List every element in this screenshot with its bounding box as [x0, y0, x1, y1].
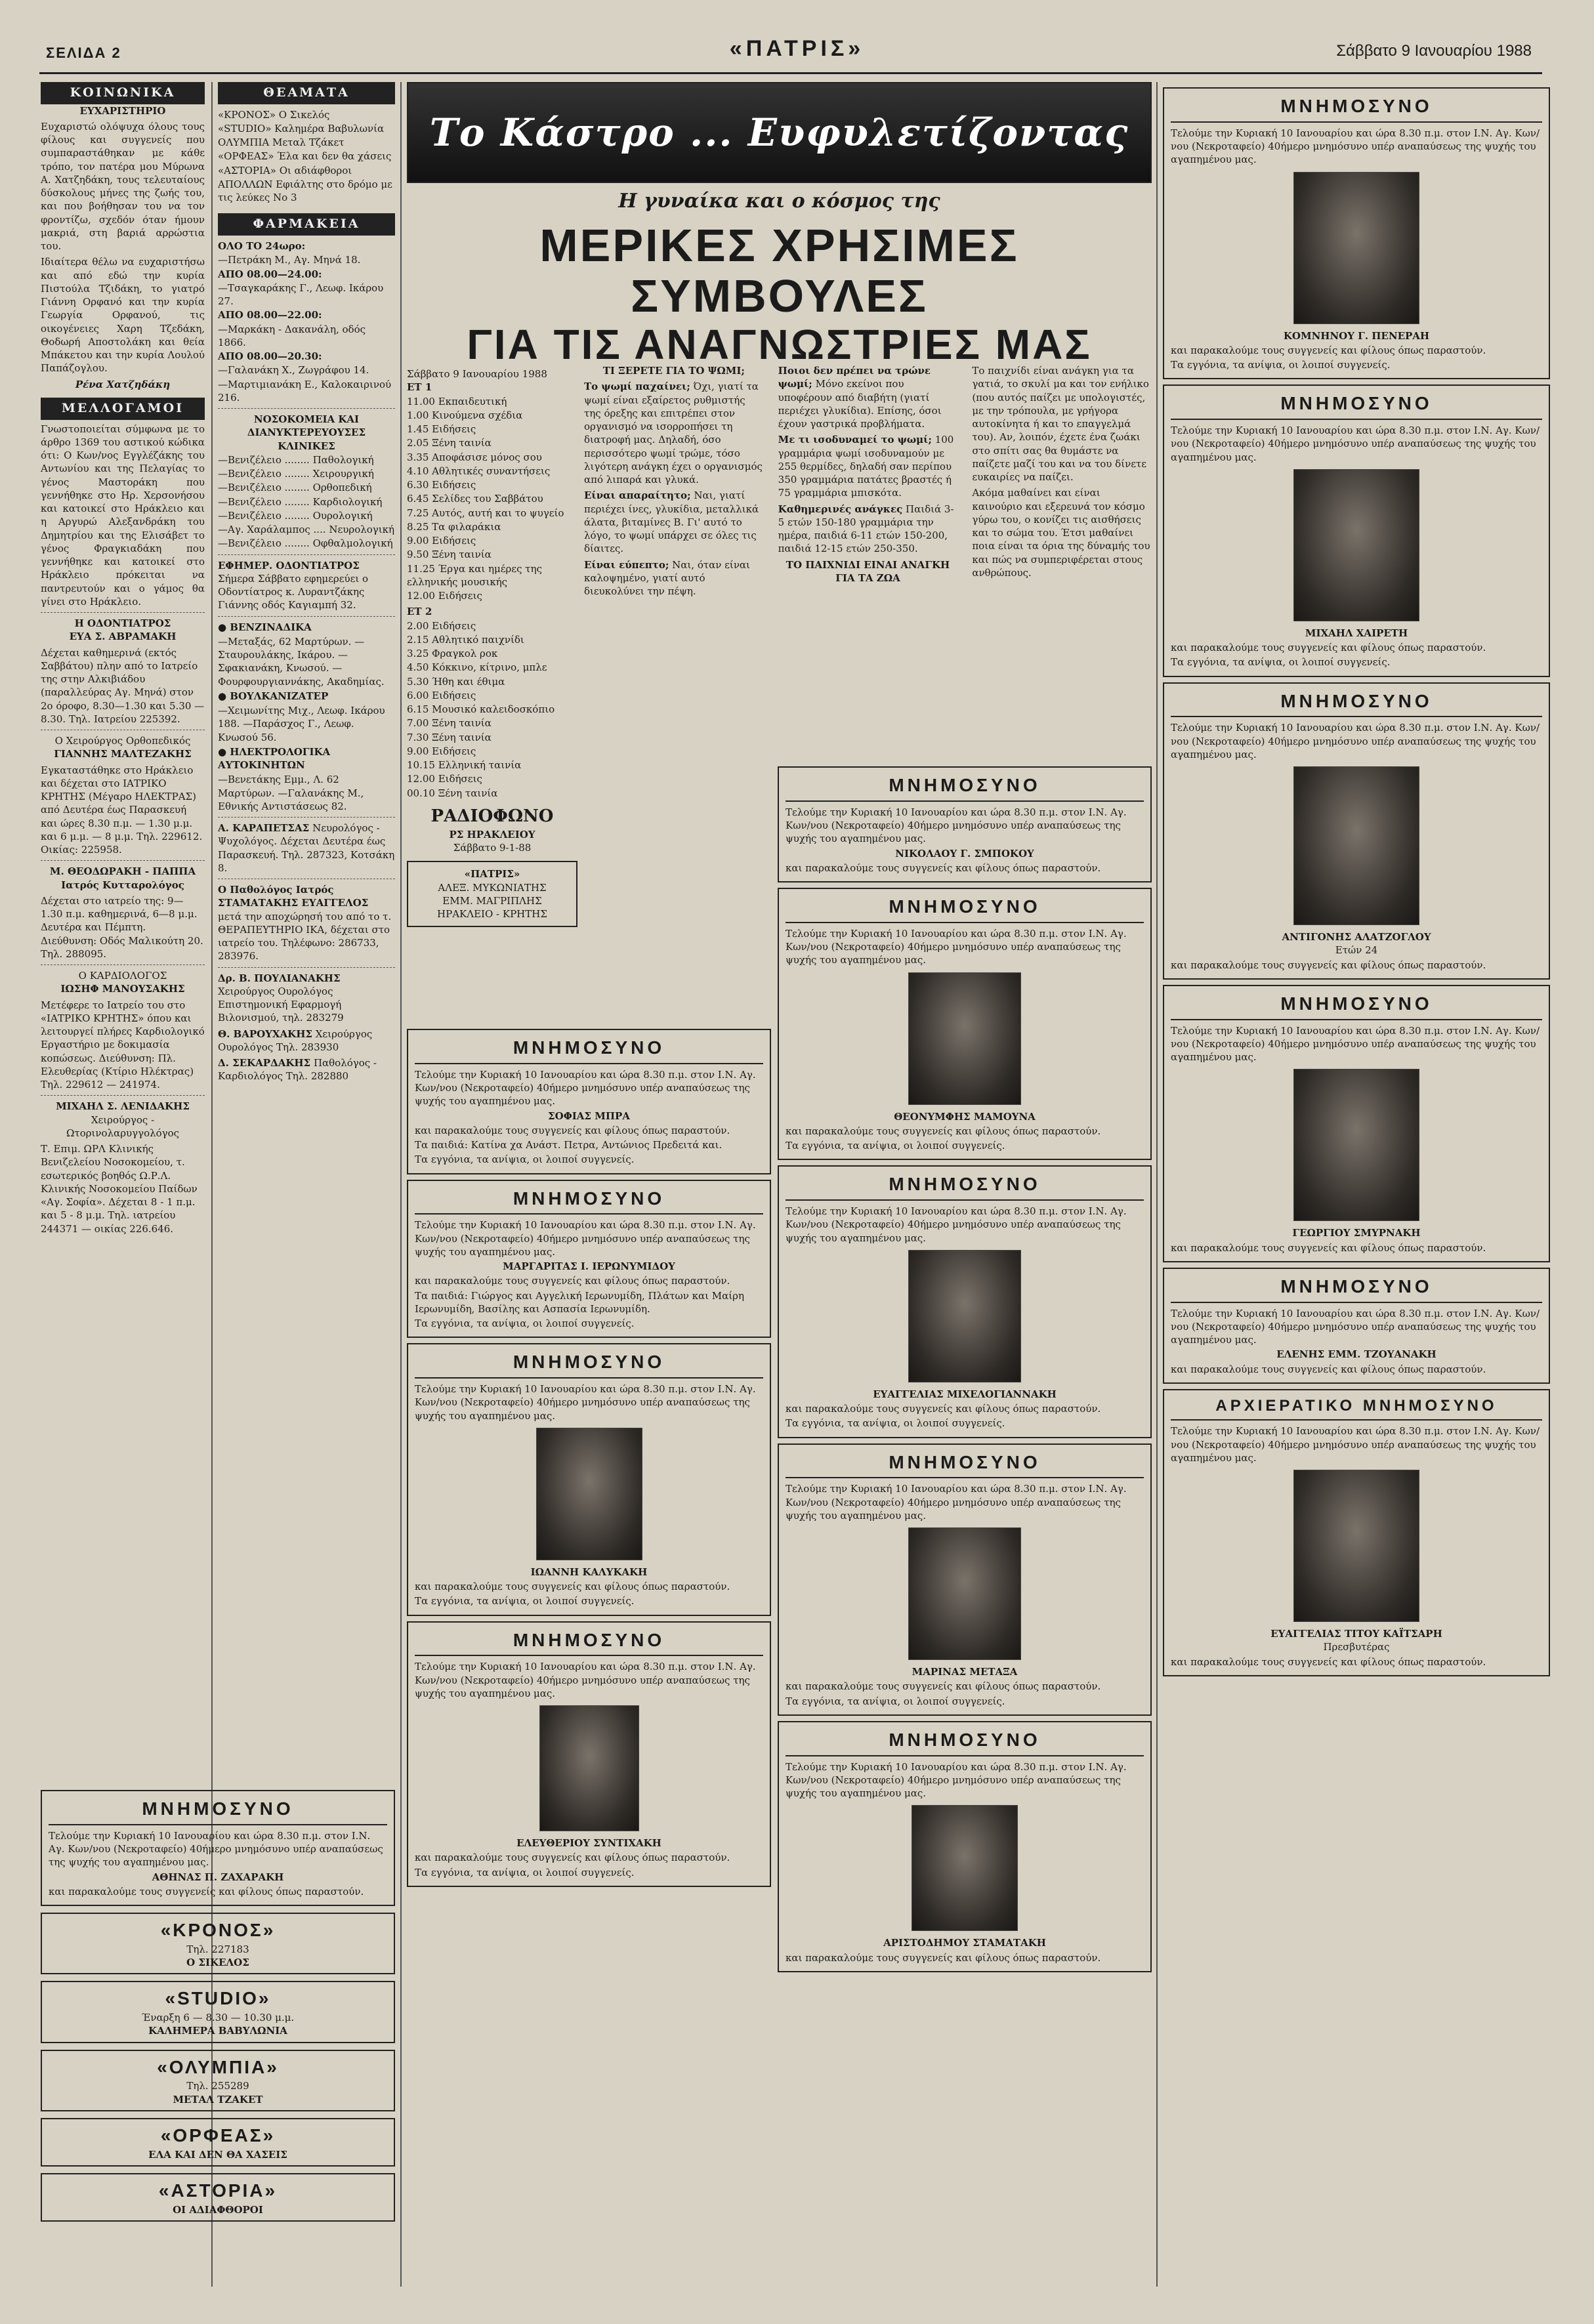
memorial-invite: και παρακαλούμε τους συγγενείς και φίλους όπως παραστούν. — [786, 1680, 1101, 1693]
memorials-right — [1163, 82, 1550, 2300]
deceased-photo — [539, 1705, 639, 1831]
memorial-heading: ΑΡΧΙΕΡΑΤΙΚΟ ΜΝΗΜΟΣΥΝΟ — [1171, 1396, 1542, 1421]
tv-slot: 4.10 Αθλητικές συναντήσεις — [407, 465, 551, 477]
cinema-ad — [41, 2173, 395, 2222]
electrician-list: —Βενετάκης Εμμ., Λ. 62 Μαρτύρων. —Γαλανάκης Μ., Εθνικής Αντιστάσεως 82. — [218, 774, 364, 812]
memorial-intro: Τελούμε την Κυριακή 10 Ιανουαρίου και ώρα 8.30 π.μ. στον Ι.Ν. Αγ. Κων/νου (Νεκροταφείο) 40ήμερο μνημόσυνο υπέρ αναπαύσεως της ψυχής του αγαπημένου μας. — [786, 1483, 1127, 1522]
deceased-name: ΝΙΚΟΛΑΟΥ Γ. ΣΜΠΟΚΟΥ — [895, 847, 1034, 860]
cinema-ad — [41, 1981, 395, 2043]
theatres-section-title: ΘΕΑΜΑΤΑ — [218, 82, 395, 104]
tv-slot: 2.05 Ξένη ταινία — [407, 437, 492, 449]
hospital-entry: —Αγ. Χαράλαμπος .... Νευρολογική — [218, 524, 394, 536]
deceased-photo — [1293, 1470, 1419, 1622]
deceased-age: Ετών 24 — [1335, 944, 1378, 957]
doctor-title: Ο Χειρούργος Ορθοπεδικός — [54, 735, 191, 747]
memorial-invite: και παρακαλούμε τους συγγενείς και φίλους όπως παραστούν. — [1171, 959, 1486, 971]
question: Καθημερινές ανάγκες — [778, 503, 903, 515]
tv-slot: 5.30 Ήθη και έθιμα — [407, 675, 505, 688]
deceased-name: ΕΛΕΝΗΣ ΕΜΜ. ΤΖΟΥΑΝΑΚΗ — [1276, 1348, 1437, 1361]
radio-date: Σάββατο 9-1-88 — [453, 842, 532, 854]
engagement-body: Γνωστοποιείται σύμφωνα με το άρθρο 1369 του αστικού κώδικα ότι: Ο Κων/νος Εγγλέζάκης του Αντωνίου και της Πελαγίας το γένος Μαστοράκη που γεννήθηκε στο Ηρ. Χερσονήσου και κατοικεί στο Ηράκλειο και η Αργυρώ Αλεξανδράκη του Δημητρίου και της Ελισάβετ το γένος Φραγκιαδάκη που γεννήθηκε και κατοικεί στο Ηράκλειο πρόκειται να παντρευτούν και ο γάμος θα γίνει στο Ηράκλειο. — [41, 423, 205, 608]
hospital-entry: —Βενιζέλειο ........ Οφθαλμολογική — [218, 537, 393, 550]
memorial-notice — [1163, 384, 1550, 676]
memorial-invite: και παρακαλούμε τους συγγενείς και φίλους όπως παραστούν. — [1171, 1241, 1486, 1254]
memorial-intro: Τελούμε την Κυριακή 10 Ιανουαρίου και ώρα 8.30 π.μ. στον Ι.Ν. Αγ. Κων/νου (Νεκροταφείο) 40ήμερο μνημόσυνο υπέρ αναπαύσεως της ψυχής του αγαπημένου μας. — [1171, 1307, 1540, 1346]
memorial-heading: ΜΝΗΜΟΣΥΝΟ — [49, 1796, 387, 1825]
cinema-film: ΟΙ ΑΔΙΑΦΘΟΡΟΙ — [173, 2203, 263, 2216]
doctor-name: ΙΩΣΗΦ ΜΑΝΟΥΣΑΚΗΣ — [60, 983, 185, 995]
deceased-name: ΣΟΦΙΑΣ ΜΠΡΑ — [548, 1110, 630, 1122]
masthead-paper: «ΠΑΤΡΙΣ» — [464, 868, 520, 881]
deceased-name: ΑΡΙΣΤΟΔΗΜΟΥ ΣΤΑΜΑΤΑΚΗ — [883, 1937, 1046, 1949]
memorial-intro: Τελούμε την Κυριακή 10 Ιανουαρίου και ώρα 8.30 π.μ. στον Ι.Ν. Αγ. Κων/νου (Νεκροταφείο) 40ήμερο μνημόσυνο υπέρ αναπαύσεως της ψυχής του αγαπημένου μας. — [786, 806, 1127, 845]
memorial-relatives: Τα εγγόνια, τα ανίψια, οι λοιποί συγγενείς. — [415, 1866, 635, 1878]
theatre-item: «ΟΡΦΕΑΣ» Έλα και δεν θα χάσεις — [218, 150, 392, 163]
memorial-intro: Τελούμε την Κυριακή 10 Ιανουαρίου και ώρα 8.30 π.μ. στον Ι.Ν. Αγ. Κων/νου (Νεκροταφείο) 40ήμερο μνημόσυνο υπέρ αναπαύσεως της ψυχής του αγαπημένου μας. — [415, 1219, 756, 1258]
doctor-details: Τ. Επιμ. ΩΡΛ Κλινικής Βενιζελείου Νοσοκομείου, τ. εσωτερικός βοηθός Ω.Ρ.Λ. Κλινικής Νοσοκομείου Παίδων «Αγ. Σοφία». Δέχεται 8 - 1 π.μ. και 5 - 8 μ.μ. Τηλ. ιατρείου 244371 — οικίας 226.646. — [41, 1143, 198, 1235]
tv-slot: 11.00 Εκπαιδευτική — [407, 395, 507, 407]
memorial-relatives: Τα εγγόνια, τα ανίψια, οι λοιποί συγγενείς. — [1171, 359, 1391, 371]
memorial-heading: ΜΝΗΜΟΣΥΝΟ — [1171, 391, 1542, 420]
hospital-entry: —Βενιζέλειο ........ Καρδιολογική — [218, 495, 383, 508]
feature-header — [407, 82, 1152, 364]
tv-slot: 2.00 Ειδήσεις — [407, 619, 476, 632]
cinema-name: «ΑΣΤΟΡΙΑ» — [158, 2180, 278, 2201]
memorial-notice — [407, 1343, 771, 1615]
memorial-intro: Τελούμε την Κυριακή 10 Ιανουαρίου και ώρα 8.30 π.μ. στον Ι.Ν. Αγ. Κων/νου (Νεκροταφείο) 40ήμερο μνημόσυνο υπέρ αναπαύσεως της ψυχής του αγαπημένου μας. — [786, 1205, 1127, 1244]
memorial-intro: Τελούμε την Κυριακή 10 Ιανουαρίου και ώρα 8.30 π.μ. στον Ι.Ν. Αγ. Κων/νου (Νεκροταφείο) 40ήμερο μνημόσυνο υπέρ αναπαύσεως της ψυχής του αγαπημένου μας. — [1171, 1425, 1540, 1464]
memorial-notice — [778, 888, 1152, 1160]
issue-date: Σάββατο 9 Ιανουαρίου 1988 — [1336, 42, 1532, 60]
pharmacy-shift: ΟΛΟ ΤΟ 24ωρο: — [218, 240, 306, 253]
feature-banner: Το Κάστρο ... Ευφυλετίζοντας — [407, 82, 1152, 183]
tv-slot: 10.15 Ελληνική ταινία — [407, 759, 522, 771]
memorial-notice — [407, 1621, 771, 1887]
memorial-notice — [778, 766, 1152, 882]
memorials-center-right — [778, 761, 1152, 2296]
hospital-entry: —Βενιζέλειο ........ Ορθοπεδική — [218, 482, 372, 494]
feature-headline-2: ΓΙΑ ΤΙΣ ΑΝΑΓΝΩΣΤΡΙΕΣ ΜΑΣ — [467, 320, 1092, 364]
memorial-intro: Τελούμε την Κυριακή 10 Ιανουαρίου και ώρα 8.30 π.μ. στον Ι.Ν. Αγ. Κων/νου (Νεκροταφείο) 40ήμερο μνημόσυνο υπέρ αναπαύσεως της ψυχής του αγαπημένου μας. — [1171, 1024, 1540, 1064]
memorial-notice — [1163, 87, 1550, 379]
tv-slot: 12.00 Ειδήσεις — [407, 773, 482, 785]
doctor-ad: Θ. ΒΑΡΟΥΧΑΚΗΣ Χειρούργος Ουρολόγος Τηλ. 283930 — [218, 1027, 373, 1053]
feature-body — [584, 364, 1152, 758]
memorial-relatives: Τα εγγόνια, τα ανίψια, οι λοιποί συγγενείς. — [786, 1140, 1005, 1152]
hospital-entry: —Βενιζέλειο ........ Παθολογική — [218, 453, 374, 466]
memorial-relatives: Τα εγγόνια, τα ανίψια, οι λοιποί συγγενείς. — [415, 1595, 635, 1608]
tv-slot: 7.30 Ξένη ταινία — [407, 731, 492, 743]
column-divider — [1156, 82, 1158, 2287]
tv-slot: 9.00 Ειδήσεις — [407, 535, 476, 547]
memorial-relatives: Τα εγγόνια, τα ανίψια, οι λοιποί συγγενείς. — [786, 1695, 1005, 1707]
memorial-heading: ΜΝΗΜΟΣΥΝΟ — [786, 1172, 1144, 1201]
memorial-invite: και παρακαλούμε τους συγγενείς και φίλους όπως παραστούν. — [415, 1275, 730, 1287]
pharmacy-entry: —Πετράκη Μ., Αγ. Μηνά 18. — [218, 254, 361, 266]
memorial-relatives: Τα εγγόνια, τα ανίψια, οι λοιποί συγγενείς. — [415, 1153, 635, 1166]
memorial-invite: και παρακαλούμε τους συγγενείς και φίλους όπως παραστούν. — [1171, 642, 1486, 654]
deceased-photo — [1293, 1069, 1419, 1221]
electrician-title: ● ΗΛΕΚΤΡΟΛΟΓΙΚΑ ΑΥΤΟΚΙΝΗΤΩΝ — [218, 745, 331, 772]
thanks-body: Ευχαριστώ ολόψυχα όλους τους φίλους και συγγενείς που συμπαραστάθηκαν με κάθε τρόπο, τον πατέρα μου Μύρωνα Α. Χατζηδάκη, τους τελευταίους δύσκολους μήνες της ζωής του, και που βοήθησαν του να τον φροντίζω, σχεδόν όταν ήμουν μακριά, στη βαριά αρρώστια του. — [41, 120, 205, 253]
doctor-ad: Δρ. Β. ΠΟΥΛΙΑΝΑΚΗΣ Χειρούργος Ουρολόγος Επιστημονική Εφαρμογή Βιλονισμού, τηλ. 283279 — [218, 972, 344, 1024]
vulcanizer-list: —Χειμωνίτης Μιχ., Λεωφ. Ικάρου 188. —Παράσχος Γ., Λεωφ. Κνωσού 56. — [218, 705, 385, 743]
memorial-invite: και παρακαλούμε τους συγγενείς και φίλους όπως παραστούν. — [1171, 344, 1486, 356]
memorial-heading: ΜΝΗΜΟΣΥΝΟ — [1171, 689, 1542, 718]
deceased-name: ΑΘΗΝΑΣ Π. ΖΑΧΑΡΑΚΗ — [152, 1871, 284, 1883]
tv-slot: 00.10 Ξένη ταινία — [407, 787, 498, 799]
cinema-name: «ΟΛΥΜΠΙΑ» — [157, 2056, 279, 2077]
cinema-name: «ΟΡΦΕΑΣ» — [160, 2125, 276, 2146]
services-column — [218, 82, 395, 1276]
feature-subtitle: ΤΙ ΞΕΡΕΤΕ ΓΙΑ ΤΟ ΨΩΜΙ; — [602, 365, 745, 377]
column-divider — [400, 82, 402, 2287]
memorial-notice — [778, 1443, 1152, 1716]
masthead-box — [407, 861, 577, 927]
thanks-signature: Ρένα Χατζηδάκη — [75, 378, 171, 390]
doctor-name: Ιατρός Κυτταρολόγος — [61, 879, 184, 891]
cinema-ad — [41, 2050, 395, 2111]
tv-channel: ΕΤ 2 — [407, 606, 432, 618]
tv-slot: 11.25 Έργα και ημέρες της ελληνικής μουσικής — [407, 562, 542, 588]
memorial-heading: ΜΝΗΜΟΣΥΝΟ — [786, 894, 1144, 923]
memorial-heading: ΜΝΗΜΟΣΥΝΟ — [786, 1450, 1144, 1479]
page-header — [0, 0, 1594, 72]
deceased-photo — [1293, 172, 1419, 324]
social-section-title: ΚΟΙΝΩΝΙΚΑ — [41, 82, 205, 104]
memorial-intro: Τελούμε την Κυριακή 10 Ιανουαρίου και ώρα 8.30 π.μ. στον Ι.Ν. Αγ. Κων/νου (Νεκροταφείο) 40ήμερο μνημόσυνο υπέρ αναπαύσεως της ψυχής του αγαπημένου μας. — [786, 1760, 1127, 1800]
memorial-intro: Τελούμε την Κυριακή 10 Ιανουαρίου και ώρα 8.30 π.μ. στον Ι.Ν. Αγ. Κων/νου (Νεκροταφείο) 40ήμερο μνημόσυνο υπέρ αναπαύσεως της ψυχής του αγαπημένου μας. — [49, 1829, 383, 1869]
memorial-invite: και παρακαλούμε τους συγγενείς και φίλους όπως παραστούν. — [786, 1951, 1101, 1964]
thanks-body-2: Ιδιαίτερα θέλω να ευχαριστήσω και από εδώ την κυρία Πιστούλα Τζιδάκη, το γιατρό Γιάννη Ορφανό και την κυρία Γεωργία Ορφανού, τις οικογένειες Χαρη Τζεδάκη, Θοδωρή Αποστολάκη και θεία Μπάκετου και την κυρία Λουλού Παπάζογλου. — [41, 256, 205, 375]
feature-headline: ΜΕΡΙΚΕΣ ΧΡΗΣΙΜΕΣ ΣΥΜΒΟΥΛΕΣ — [539, 219, 1019, 322]
memorial-family: Τα παιδιά: Γιώργος και Αγγελική Ιερωνυμίδη, Πλάτων και Μαίρη Ιερωνυμίδη, Βασίλης και Ασπασία Ιερωνυμίδη. — [415, 1289, 744, 1315]
doctor-name: ΓΙΑΝΝΗΣ ΜΑΛΤΕΖΑΚΗΣ — [54, 748, 192, 760]
radio-station: ΡΣ ΗΡΑΚΛΕΙΟΥ — [449, 828, 535, 840]
masthead-printer: ΕΜΜ. ΜΑΓΡΙΠΛΗΣ — [442, 894, 542, 907]
cinema-name: «ΚΡΟΝΟΣ» — [160, 1920, 276, 1941]
question: Το ψωμί παχαίνει; — [584, 381, 690, 393]
memorial-invite: και παρακαλούμε τους συγγενείς και φίλους όπως παραστούν. — [415, 1852, 730, 1864]
tv-slot: 6.30 Ειδήσεις — [407, 479, 476, 491]
tv-slot: 1.00 Κινούμενα σχέδια — [407, 409, 523, 421]
memorial-invite: και παρακαλούμε τους συγγενείς και φίλους όπως παραστούν. — [786, 1125, 1101, 1137]
tv-date: Σάββατο 9 Ιανουαρίου 1988 — [407, 368, 547, 380]
tv-program-column — [407, 367, 577, 1024]
memorial-intro: Τελούμε την Κυριακή 10 Ιανουαρίου και ώρα 8.30 π.μ. στον Ι.Ν. Αγ. Κων/νου (Νεκροταφείο) 40ήμερο μνημόσυνο υπέρ αναπαύσεως της ψυχής του αγαπημένου μας. — [1171, 127, 1540, 166]
memorial-invite: και παρακαλούμε τους συγγενείς και φίλους όπως παραστούν. — [49, 1885, 364, 1898]
question: Με τι ισοδυναμεί το ψωμί; — [778, 434, 932, 446]
memorial-notice — [778, 1721, 1152, 1972]
pharmacy-shift: ΑΠΟ 08.00—22.00: — [218, 309, 322, 322]
memorial-heading: ΜΝΗΜΟΣΥΝΟ — [1171, 991, 1542, 1020]
memorial-intro: Τελούμε την Κυριακή 10 Ιανουαρίου και ώρα 8.30 π.μ. στον Ι.Ν. Αγ. Κων/νου (Νεκροταφείο) 40ήμερο μνημόσυνο υπέρ αναπαύσεως της ψυχής του αγαπημένου μας. — [415, 1068, 756, 1108]
deceased-photo — [908, 1527, 1021, 1660]
dentist-duty: ΕΦΗΜΕΡ. ΟΔΟΝΤΙΑΤΡΟΣ Σήμερα Σάββατο εφημερεύει ο Οδοντίατρος κ. Λυραντζάκης Γιάννης οδός Καγιαμπή 32. — [218, 559, 369, 612]
memorial-notice — [1163, 1389, 1550, 1676]
tv-slot: 12.00 Ειδήσεις — [407, 590, 482, 602]
tv-slot: 2.15 Αθλητικό παιχνίδι — [407, 633, 524, 646]
memorial-relatives: Τα εγγόνια, τα ανίψια, οι λοιποί συγγενείς. — [1171, 656, 1391, 669]
deceased-name: ΕΥΑΓΓΕΛΙΑΣ ΜΙΧΕΛΟΓΙΑΝΝΑΚΗ — [873, 1388, 1057, 1400]
tv-slot: 6.45 Σελίδες του Σαββάτου — [407, 493, 543, 505]
memorial-intro: Τελούμε την Κυριακή 10 Ιανουαρίου και ώρα 8.30 π.μ. στον Ι.Ν. Αγ. Κων/νου (Νεκροταφείο) 40ήμερο μνημόσυνο υπέρ αναπαύσεως της ψυχής του αγαπημένου μας. — [415, 1661, 756, 1699]
deceased-photo — [1293, 766, 1419, 925]
doctor-details: Μετέφερε το Ιατρείο του στο «ΙΑΤΡΙΚΟ ΚΡΗΤΗΣ» όπου και λειτουργεί πλήρες Καρδιολογικό Εργαστήριο με δοκιμασία κοπώσεως. Διεύθυνση: Πλ. Ελευθερίας (Κτίριο Ηλέκτρας) Τηλ. 229612 — 241974. — [41, 999, 205, 1091]
pharmacy-entry: —Μαρκάκη - Δακανάλη, οδός 1866. — [218, 323, 366, 348]
memorial-notice — [407, 1180, 771, 1338]
deceased-name: ΜΑΡΙΝΑΣ ΜΕΤΑΞΑ — [912, 1666, 1018, 1678]
memorial-heading: ΜΝΗΜΟΣΥΝΟ — [415, 1186, 763, 1215]
deceased-name: ΑΝΤΙΓΟΝΗΣ ΑΛΑΤΖΟΓΛΟΥ — [1282, 931, 1431, 944]
masthead-director: ΑΛΕΞ. ΜΥΚΩΝΙΑΤΗΣ — [438, 881, 547, 894]
deceased-name: ΕΥΑΓΓΕΛΙΑΣ ΤΙΤΟΥ ΚΑΪΤΣΑΡΗ — [1270, 1628, 1442, 1640]
doctor-name: Χειρούργος - Ωτορινολαρυγγολόγος — [66, 1113, 180, 1139]
cinema-phone: Τηλ. 255289 — [186, 2080, 249, 2092]
cinema-phone: Τηλ. 227183 — [186, 1943, 249, 1955]
feature-subtitle: ΤΟ ΠΑΙΧΝΙΔΙ ΕΙΝΑΙ ΑΝΑΓΚΗ ΓΙΑ ΤΑ ΖΩΑ — [786, 558, 950, 584]
doctor-name: ΕΥΑ Σ. ΑΒΡΑΜΑΚΗ — [69, 631, 177, 643]
memorial-heading: ΜΝΗΜΟΣΥΝΟ — [786, 773, 1144, 802]
vulcanizer-title: ● ΒΟΥΛΚΑΝΙΖΑΤΕΡ — [218, 690, 329, 702]
cinema-times: Έναρξη 6 — 8.30 — 10.30 μ.μ. — [141, 2012, 295, 2024]
deceased-name: ΙΩΑΝΝΗ ΚΑΛΥΚΑΚΗ — [530, 1566, 648, 1578]
left-bottom-column — [41, 1785, 395, 2310]
doctor-ad: Α. ΚΑΡΑΠΕΤΣΑΣ Νευρολόγος - Ψυχολόγος. Δέχεται Δευτέρα έως Παρασκευή. Τηλ. 287323, Κοτσάκη 8. — [218, 822, 395, 874]
memorial-relatives: Τα εγγόνια, τα ανίψια, οι λοιποί συγγενείς. — [786, 1417, 1005, 1430]
deceased-name: ΜΙΧΑΗΛ ΧΑΙΡΕΤΗ — [1305, 627, 1408, 639]
theatre-item: ΟΛΥΜΠΙΑ Μεταλ Τζάκετ — [218, 136, 345, 149]
memorial-invite: και παρακαλούμε τους συγγενείς και φίλους όπως παραστούν. — [786, 1403, 1101, 1415]
memorial-notice — [1163, 1268, 1550, 1384]
cinema-ad — [41, 1913, 395, 1974]
theatre-item: «STUDIO» Καλημέρα Βαβυλωνία — [218, 122, 385, 135]
doctor-details: Δέχεται καθημερινά (εκτός Σαββάτου) πλην από το Ιατρείο της στην Αλκιβιάδου (παραλλεύρας Αγ. Μηνά) στον 2ο όροφο, 8.30—1.30 και 5.30 — 8.30. Τηλ. Ιατρείου 225392. — [41, 646, 205, 725]
engagement-section-title: ΜΕΛΛΟΓΑΜΟΙ — [41, 398, 205, 420]
memorial-heading: ΜΝΗΜΟΣΥΝΟ — [415, 1035, 763, 1064]
memorial-notice — [41, 1790, 395, 1906]
page-label: ΣΕΛΙΔΑ 2 — [46, 45, 121, 61]
theatre-item: «ΚΡΟΝΟΣ» Ο Σικελός — [218, 108, 330, 121]
memorial-heading: ΜΝΗΜΟΣΥΝΟ — [415, 1628, 763, 1657]
doctor-title: Η ΟΔΟΝΤΙΑΤΡΟΣ — [74, 617, 171, 630]
deceased-name: ΜΑΡΓΑΡΙΤΑΣ Ι. ΙΕΡΩΝΥΜΙΔΟΥ — [503, 1260, 675, 1273]
deceased-name: ΚΟΜΝΗΝΟΥ Γ. ΠΕΝΕΡΑΗ — [1283, 329, 1430, 342]
deceased-title: Πρεσβυτέρας — [1323, 1641, 1390, 1653]
header-rule — [39, 72, 1542, 74]
deceased-photo — [536, 1428, 642, 1560]
deceased-name: ΘΕΟΝΥΜΦΗΣ ΜΑΜΟΥΝΑ — [894, 1110, 1036, 1123]
hospitals-title: ΝΟΣΟΚΟΜΕΙΑ ΚΑΙ ΔΙΑΝΥΚΤΕΡΕΥΟΥΣΕΣ ΚΛΙΝΙΚΕΣ — [247, 413, 366, 452]
memorial-notice — [778, 1165, 1152, 1438]
deceased-photo — [908, 1250, 1021, 1382]
deceased-photo — [1293, 469, 1419, 621]
memorial-invite: και παρακαλούμε τους συγγενείς και φίλους όπως παραστούν. — [415, 1581, 730, 1593]
deceased-photo — [912, 1805, 1018, 1931]
social-column — [41, 82, 205, 1788]
deceased-photo — [908, 972, 1021, 1105]
cinema-film: ΜΕΤΑΛ ΤΖΑΚΕΤ — [173, 2093, 263, 2106]
tv-channel: ΕΤ 1 — [407, 381, 432, 394]
tv-slot: 8.25 Τα φιλαράκια — [407, 520, 501, 533]
memorials-center-left — [407, 1024, 771, 2296]
hospital-entry: —Βενιζέλειο ........ Ουρολογική — [218, 509, 373, 522]
memorial-heading: ΜΝΗΜΟΣΥΝΟ — [1171, 1274, 1542, 1303]
doctor-title: Μ. ΘΕΟΔΩΡΑΚΗ - ΠΑΠΠΑ — [49, 865, 196, 878]
radio-title: ΡΑΔΙΟΦΩΝΟ — [430, 806, 554, 826]
tv-slot: 1.45 Ειδήσεις — [407, 423, 476, 435]
hospital-entry: —Βενιζέλειο ........ Χειρουργική — [218, 468, 374, 480]
doctor-title: Ο ΚΑΡΔΙΟΛΟΓΟΣ — [78, 970, 167, 982]
tv-slot: 3.35 Αποφάσισε μόνος σου — [407, 451, 542, 463]
memorial-intro: Τελούμε την Κυριακή 10 Ιανουαρίου και ώρα 8.30 π.μ. στον Ι.Ν. Αγ. Κων/νου (Νεκροταφείο) 40ήμερο μνημόσυνο υπέρ αναπαύσεως της ψυχής του αγαπημένου μας. — [786, 927, 1127, 966]
memorial-heading: ΜΝΗΜΟΣΥΝΟ — [786, 1728, 1144, 1756]
tv-slot: 7.25 Αυτός, αυτή και το ψυγείο — [407, 507, 564, 519]
pharmacy-entry: —Τσαγκαράκης Γ., Λεωφ. Ικάρου 27. — [218, 281, 384, 308]
memorial-invite: και παρακαλούμε τους συγγενείς και φίλους όπως παραστούν. — [1171, 1655, 1486, 1668]
memorial-heading: ΜΝΗΜΟΣΥΝΟ — [1171, 94, 1542, 123]
taxi-title: ● ΒΕΝΖΙΝΑΔΙΚΑ — [218, 621, 312, 633]
cinema-name: «STUDIO» — [165, 1988, 271, 2009]
doctor-ad: Ο Παθολόγος Ιατρός ΣΤΑΜΑΤΑΚΗΣ ΕΥΑΓΓΕΛΟΣ μετά την αποχώρησή του από το τ. ΘΕΡΑΠΕΥΤΗΡΙΟ ΙΚΑ, δέχεται στο ιατρείο του. Τηλέφωνο: 286733, 283976. — [218, 884, 392, 963]
masthead-city: ΗΡΑΚΛΕΙΟ - ΚΡΗΤΗΣ — [437, 908, 547, 921]
question: Ποιοι δεν πρέπει να τρώνε ψωμί; — [778, 365, 931, 390]
cinema-film: Ο ΣΙΚΕΛΟΣ — [186, 1957, 249, 1969]
memorial-intro: Τελούμε την Κυριακή 10 Ιανουαρίου και ώρα 8.30 π.μ. στον Ι.Ν. Αγ. Κων/νου (Νεκροταφείο) 40ήμερο μνημόσυνο υπέρ αναπαύσεως της ψυχής του αγαπημένου μας. — [1171, 425, 1540, 463]
tv-slot: 6.00 Ειδήσεις — [407, 689, 476, 701]
question: Είναι εύπεπτο; — [584, 558, 669, 571]
newspaper-name: «ΠΑΤΡΙΣ» — [729, 36, 865, 61]
deceased-name: ΕΛΕΥΘΕΡΙΟΥ ΣΥΝΤΙΧΑΚΗ — [516, 1837, 661, 1850]
thanks-title: ΕΥΧΑΡΙΣΤΗΡΙΟ — [79, 104, 166, 117]
tv-slot: 4.50 Κόκκινο, κίτρινο, μπλε — [407, 661, 547, 674]
pharmacies-section-title: ΦΑΡΜΑΚΕΙΑ — [218, 213, 395, 236]
pharmacy-entry: —Γαλανάκη Χ., Ζωγράφου 14. — [218, 364, 369, 377]
question: Είναι απαραίτητο; — [584, 489, 691, 502]
tv-slot: 6.15 Μουσικό καλειδοσκόπιο — [407, 703, 555, 715]
tv-slot: 9.50 Ξένη ταινία — [407, 549, 492, 561]
memorial-invite: και παρακαλούμε τους συγγενείς και φίλους όπως παραστούν. — [1171, 1363, 1486, 1375]
doctor-details: Δέχεται στο ιατρείο της: 9—1.30 π.μ. καθημερινά, 6—8 μ.μ. Δευτέρα και Πέμπτη. Διεύθυνση: Οδός Μαλικούτη 20. Τηλ. 288095. — [41, 894, 203, 960]
theatre-item: ΑΠΟΛΛΩΝ Εφιάλτης στο δρόμο με τις λεύκες Νο 3 — [218, 178, 392, 204]
theatre-item: «ΑΣΤΟΡΙΑ» Οι αδιάφθοροι — [218, 164, 352, 176]
tv-slot: 3.25 Φραγκολ ροκ — [407, 648, 498, 659]
memorial-relatives: Τα εγγόνια, τα ανίψια, οι λοιποί συγγενείς. — [415, 1318, 635, 1330]
memorial-notice — [407, 1029, 771, 1174]
memorial-notice — [1163, 985, 1550, 1262]
memorial-invite: και παρακαλούμε τους συγγενείς και φίλους όπως παραστούν. — [415, 1124, 730, 1136]
pharmacy-shift: ΑΠΟ 08.00—24.00: — [218, 268, 322, 280]
memorial-intro: Τελούμε την Κυριακή 10 Ιανουαρίου και ώρα 8.30 π.μ. στον Ι.Ν. Αγ. Κων/νου (Νεκροταφείο) 40ήμερο μνημόσυνο υπέρ αναπαύσεως της ψυχής του αγαπημένου μας. — [1171, 722, 1540, 760]
feature-kicker: Η γυναίκα και ο κόσμος της — [618, 190, 940, 213]
memorial-family: Τα παιδιά: Κατίνα χα Ανάστ. Πετρα, Αντώνιος Πρεδειτά και. — [415, 1139, 723, 1152]
memorial-intro: Τελούμε την Κυριακή 10 Ιανουαρίου και ώρα 8.30 π.μ. στον Ι.Ν. Αγ. Κων/νου (Νεκροταφείο) 40ήμερο μνημόσυνο υπέρ αναπαύσεως της ψυχής του αγαπημένου μας. — [415, 1383, 756, 1422]
memorial-notice — [1163, 682, 1550, 980]
pharmacy-entry: —Μαρτιμιανάκη Ε., Καλοκαιρινού 216. — [218, 378, 392, 404]
deceased-name: ΓΕΩΡΓΙΟΥ ΣΜΥΡΝΑΚΗ — [1292, 1227, 1421, 1239]
pharmacy-shift: ΑΠΟ 08.00—20.30: — [218, 350, 322, 363]
feature-article: ΤΙ ΞΕΡΕΤΕ ΓΙΑ ΤΟ ΨΩΜΙ; Το ψωμί παχαίνει; Όχι, γιατί τα ψωμί είναι εξαίρετος ρυθμιστής της όρεξης και επιτρέπει στον οργανισμό να ισορροπήσει τη διατροφή μας. Δηλαδή, όσο περισσότερο ψωμί τρώμε, τόσο λιγότερη ανάγκη έχει ο οργανισμός από λιπαρά και γλυκά. Είναι απαραίτητο; Ναι, γιατί περιέχει ίνες, γλυκίδια, μεταλλικά άλατα, βιταμίνες Β. Γι' αυτό το λόγο, το ψωμί υπάρχει σε όλες τις δίαιτες. Είναι εύπεπτο; Ναι, όταν είναι καλοψημένο, γιατί αυτό διευκολύνει την πέψη. Ποιοι δεν πρέπει να τρώνε ψωμί; Μόνο εκείνοι που υποφέρουν από διαβήτη (γιατί περιέχει γλυκίδια). Επίσης, όσοι έχουν γαστρικά προβλήματα. Με τι ισοδυναμεί το ψωμί; 100 γραμμάρια ψωμί ισοδυναμούν με 255 θερμίδες, δηλαδή σαν περίπου 350 γραμμάρια πατάτες βραστές ή 75 γραμμάρια μπισκότα. Καθημερινές ανάγκες Παιδιά 3-5 ετών 150-180 γραμμάρια την ημέρα, παιδιά 6-11 ετών 150-200, παιδιά 12-15 ετών 250-350. ΤΟ ΠΑΙΧΝΙΔΙ ΕΙΝΑΙ ΑΝΑΓΚΗ ΓΙΑ ΤΑ ΖΩΑ Το παιχνίδι είναι ανάγκη για τα γατιά, το σκυλί μα και τον ενήλικο (που αυτός παίζει με υπολογιστές, με την τρόπουλα, με γρήγορα αυτοκίνητα ή και το επαγγελμά του). Αν, λοιπόν, έχετε ένα ζωάκι στο σπίτι σας θα θυμάστε να παίζετε μαζί του και να του δίνετε ευκαιρίες να παίζει. Ακόμα μαθαίνει και είναι καινούριο και εξερευνά τον κόσμο γύρω του, ο κονίζει τις αισθήσεις και το σώμα του. Έτσι μαθαίνει ποια είναι τα όρια της δύναμής του και πώς να συμπεριφέρεται στους ανθρώπους. — [584, 365, 1150, 597]
cinema-ad — [41, 2118, 395, 2167]
doctor-title: ΜΙΧΑΗΛ Σ. ΛΕΝΙΔΑΚΗΣ — [56, 1100, 190, 1113]
tv-slot: 7.00 Ξένη ταινία — [407, 717, 492, 730]
doctor-details: Εγκαταστάθηκε στο Ηράκλειο και δέχεται στο ΙΑΤΡΙΚΟ ΚΡΗΤΗΣ (Μέγαρο ΗΛΕΚΤΡΑΣ) από Δευτέρα έως Παρασκευή και ώρες 8.30 π.μ. — 1.30 μ.μ. και 6 μ.μ. — 8 μ.μ. Τηλ. 229612. Οικίας: 225958. — [41, 764, 203, 856]
cinema-film: ΚΑΛΗΜΕΡΑ ΒΑΒΥΛΩΝΙΑ — [148, 2025, 287, 2037]
memorial-invite: και παρακαλούμε τους συγγενείς και φίλους όπως παραστούν. — [786, 861, 1101, 874]
memorial-heading: ΜΝΗΜΟΣΥΝΟ — [415, 1350, 763, 1379]
gas-station-list: —Μεταξάς, 62 Μαρτύρων. —Σταυρουλάκης, Ικάρου. —Σφακιανάκη, Κνωσού. —Φουρφουργιαννάκης, Ακαδημίας. — [218, 635, 385, 688]
doctor-ad: Δ. ΣΕΚΑΡΔΑΚΗΣ Παθολόγος - Καρδιολόγος Τηλ. 282880 — [218, 1057, 377, 1083]
cinema-film: ΕΛΑ ΚΑΙ ΔΕΝ ΘΑ ΧΑΣΕΙΣ — [148, 2148, 287, 2161]
tv-slot: 9.00 Ειδήσεις — [407, 745, 476, 757]
